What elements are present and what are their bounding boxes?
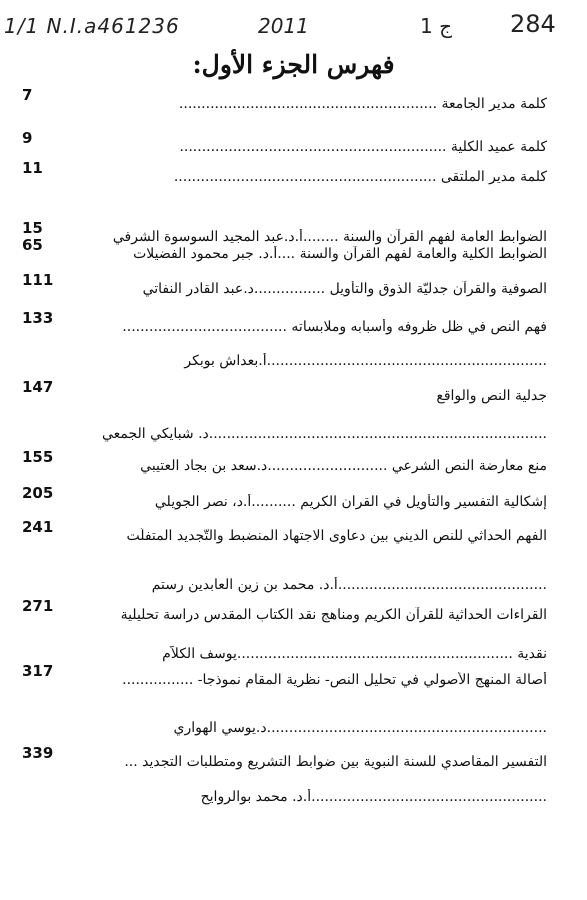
page-number: 133 xyxy=(22,309,54,327)
entry-author: د. شبايكي الجمعي xyxy=(101,426,209,442)
entry-title: إشكالية التفسير والتأويل في القران الكريم xyxy=(300,494,547,510)
toc-entry xyxy=(96,388,547,404)
entry-title: كلمة مدير الجامعة xyxy=(441,96,547,112)
page-number: 65 xyxy=(22,236,43,254)
entry-title: فهم النص في ظل ظروفه وأسبابه وملابساته xyxy=(291,319,547,335)
leader-dots: .... xyxy=(277,246,296,262)
toc-entry xyxy=(96,353,547,369)
toc-entry xyxy=(96,229,547,245)
handwritten-year: 2011 xyxy=(258,14,309,38)
toc-entry xyxy=(96,494,547,510)
page-number: 205 xyxy=(22,484,54,502)
leader-dots: ........................................................... xyxy=(173,169,437,185)
leader-dots: .......................................................... xyxy=(178,96,438,112)
entry-author: أ.د، نصر الجويلي xyxy=(154,494,252,510)
entry-title: منع معارضة النص الشرعي xyxy=(391,458,547,474)
toc-entry xyxy=(96,319,547,335)
entry-title: القراءات الحداثية للقرآن الكريم ومناهج نقد الكتاب المقدس دراسة تحليلية xyxy=(120,607,547,623)
toc-entry xyxy=(96,169,547,185)
leader-dots: ............................................................... xyxy=(266,720,547,736)
page-number: 317 xyxy=(22,662,54,680)
toc-entry xyxy=(96,720,547,736)
page-title: فهرس الجزء الأول: xyxy=(192,50,395,79)
page-number: 9 xyxy=(22,129,33,147)
page-number: 147 xyxy=(22,378,54,396)
toc-entry xyxy=(96,754,547,770)
toc-entry xyxy=(96,528,547,544)
entry-title: أصالة المنهج الأصولي في تحليل النص- نظرية المقام نموذجا- xyxy=(197,672,547,688)
toc-entry xyxy=(96,458,547,474)
leader-dots: .......... xyxy=(251,494,296,510)
entry-author: د.سعد بن بجاد العتيبي xyxy=(140,458,268,474)
entry-title: التفسير المقاصدي للسنة النبوية بين ضوابط التشريع ومتطلبات التجديد xyxy=(142,754,547,770)
leader-dots: ........ xyxy=(302,229,339,245)
page-number: 155 xyxy=(22,448,54,466)
leader-dots: ............................................................ xyxy=(179,139,447,155)
toc-entry xyxy=(96,577,547,593)
entry-title: نقدية xyxy=(517,646,547,662)
leader-dots: .............................................................. xyxy=(236,646,513,662)
toc-entry xyxy=(96,672,547,688)
toc-entry xyxy=(96,789,547,805)
toc-entry xyxy=(96,96,547,112)
handwritten-number: 284 xyxy=(510,10,556,38)
entry-author: أ.د. جبر محمود الفضيلات xyxy=(133,246,278,262)
entry-title: كلمة عميد الكلية xyxy=(450,139,547,155)
leader-dots: ............................................................................ xyxy=(208,426,547,442)
leader-dots: ... xyxy=(124,754,138,770)
page-number: 15 xyxy=(22,219,43,237)
entry-author: د.عبد القادر النفاتي xyxy=(142,281,254,297)
leader-dots: ..................................... xyxy=(122,319,287,335)
entry-author: أ.د.عبد المجيد السوسوة الشرفي xyxy=(112,229,303,245)
page-number: 111 xyxy=(22,271,54,289)
entry-title: كلمة مدير الملتقى xyxy=(440,169,547,185)
entry-author: يوسف الكلاّم xyxy=(162,646,237,662)
toc-entry xyxy=(96,246,547,262)
page-number: 7 xyxy=(22,86,33,104)
leader-dots: ............................................... xyxy=(337,577,547,593)
leader-dots: ............................................................... xyxy=(266,353,547,369)
entry-title: الضوابط الكلية والعامة لفهم القرآن والسنة xyxy=(299,246,547,262)
toc-entry xyxy=(96,139,547,155)
entry-title: الضوابط العامة لفهم القرآن والسنة xyxy=(343,229,547,245)
page-number: 339 xyxy=(22,744,54,762)
entry-title: الصوفية والقرآن جدليّة الذوق والتأويل xyxy=(329,281,547,297)
handwritten-code: 1/1 N.I.a461236 xyxy=(4,14,180,38)
entry-author: د.يوسي الهواري xyxy=(173,720,267,736)
page-number: 11 xyxy=(22,159,43,177)
page-number: 271 xyxy=(22,597,54,615)
entry-author: أ.د. محمد بن زين العابدين رستم xyxy=(151,577,338,593)
entry-author: أ.د. محمد بوالروايح xyxy=(200,789,312,805)
leader-dots: ................ xyxy=(122,672,194,688)
toc-entry xyxy=(96,646,547,662)
leader-dots: ..................................................... xyxy=(311,789,547,805)
toc-entry xyxy=(96,607,547,623)
handwritten-volume: 1 ج xyxy=(420,14,453,38)
leader-dots: ................ xyxy=(253,281,326,297)
entry-title: الفهم الحداثي للنص الديني بين دعاوى الاجتهاد المنضبط والتّجديد المتفلّت xyxy=(126,528,547,544)
entry-title: جدلية النص والواقع xyxy=(436,388,547,404)
toc-entry xyxy=(96,426,547,442)
page-number: 241 xyxy=(22,518,54,536)
toc-entry xyxy=(96,281,547,297)
leader-dots: ........................... xyxy=(267,458,388,474)
entry-author: أ.بعداش بوبكر xyxy=(184,353,267,369)
